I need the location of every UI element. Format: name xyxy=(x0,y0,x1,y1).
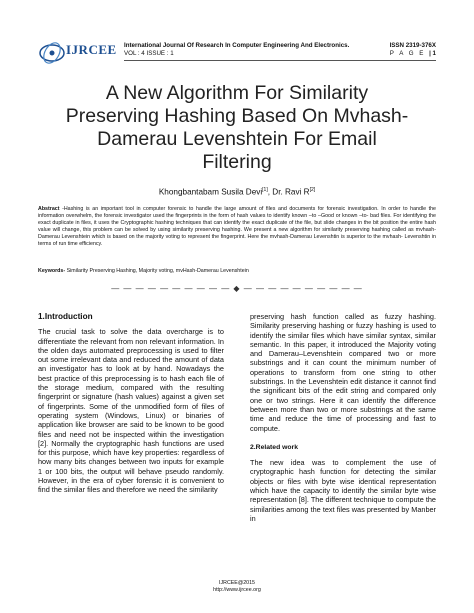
author-2-ref: [2] xyxy=(309,187,316,193)
authors xyxy=(0,187,474,197)
paper-title: A New Algorithm For Similarity Preserving Hashing Based On Mvhash-Damerau Levenshtein For Email Filtering xyxy=(65,82,409,173)
introduction-heading: 1.Introduction xyxy=(38,312,93,321)
logo-text: IJRCEE xyxy=(66,42,117,57)
keywords-label: Keywords- xyxy=(38,268,66,274)
related-work-heading: 2.Related work xyxy=(250,443,298,451)
author-1: Khongbantabam Susila Devi xyxy=(158,187,263,197)
journal-name: International Journal Of Research In Computer Engineering And Electronics. xyxy=(124,42,350,49)
page-footer xyxy=(0,580,474,594)
footer-copyright: IJRCEE@2015 xyxy=(219,580,255,586)
introduction-paragraph: The crucial task to solve the data overcharge is to differentiate the relevant from non relevant information. In the olden days automated preprocessing is used to filter out some irrelevant data and reduced the amount of data an investigator has to look at by hand. Nowadays the best practice of this preprocessing is to hash each file of the storage medium, compared with the resulting fingerprint or signature (hash values) against a given set of fingerprints. Some of the unmodified form of files of operating system (Windows, Linux) or binaries of application like browser are said to be known to be good files and need not be inspected within the investigation [2]. Normally the cryptographic hash functions are used for this purpose, which have key properties: regardless of how many bits changes between two inputs for example 1 or 100 bits, the output will behave pseudo randomly. However, in the era of cyber forensic it is convenient to find the similar files and therefore we need the similarity xyxy=(38,327,224,495)
page-label: P A G E xyxy=(389,50,426,57)
right-column xyxy=(250,312,436,523)
issn: ISSN 2319-376X xyxy=(389,42,436,49)
page-indicator xyxy=(390,50,436,58)
author-1-ref: [1] xyxy=(262,187,268,193)
abstract xyxy=(38,206,436,248)
issn-block xyxy=(390,42,436,58)
page-header xyxy=(38,38,436,68)
logo-swirl-icon xyxy=(38,38,68,68)
keywords xyxy=(38,268,436,275)
journal-volume: VOL : 4 ISSUE : 1 xyxy=(124,50,174,57)
author-2: , Dr. Ravi R xyxy=(267,187,310,197)
page-number: | 1 xyxy=(429,50,436,57)
keywords-text: Similarity Preserving Hashing, Majority voting, mvHash-Damerau Levenshtein xyxy=(65,268,249,274)
left-column xyxy=(38,312,224,495)
abstract-label: Abstract xyxy=(38,206,60,212)
journal-logo xyxy=(38,38,117,68)
header-rule xyxy=(124,60,436,61)
footer-url: http://www.ijrcee.org xyxy=(213,587,261,593)
journal-info xyxy=(124,42,349,58)
section-divider: — — — — — — — — — — ◆ — — — — — — — — — — xyxy=(111,284,363,293)
introduction-continued-paragraph: preserving hash function called as fuzzy hashing. Similarity preserving hashing or fuzzy hashing is used to identify the similar files which have similar syntax, similar semantic. In this paper, it introduced the Majority voting and Damerau–Levenshtein compared two or more substrings and it can count the minimum number of operations to transform from one string to other substrings. In the Levenshtein edit distance it cannot find the significant bits of the edit string and compared only one or two strings. Here it can identify the difference between more than two or more substrings at the same time and reduce the time of processing and fast to compute. xyxy=(250,312,436,433)
related-work-paragraph: The new idea was to complement the use of cryptographic hash function for detecting the similar objects or files with byte wise identical representation which have the capacity to identify the similar byte wise representation [8]. The different technique to compute the similarities among the text files was presented by Manber in xyxy=(250,458,436,523)
abstract-text: -Hashing is an important tool in computer forensic to handle the large amount of files and documents for forensic investigation. In order to handle the information overwhelm, the forensic investigator used the fingerprints in the form of hash values to identify known –to –Good or known –to- bad files. For identifying the exact duplicate in files, it uses the Cryptographic hashing techniques that can identify the exact duplicate of the file, but slide changes in the bit position the entire hash value will change, this problem can be solved by using similarity preserving hashing. We present a new algorithm for similarity preserving hashing called as mvhash-Damerau Levenshtein which is based on the majority voting to represent the fingerprint. Here the mvhash-Damerau Levenshtin is superior to the mvhash- Levenshtin in terms of run time efficiency. xyxy=(38,206,436,247)
